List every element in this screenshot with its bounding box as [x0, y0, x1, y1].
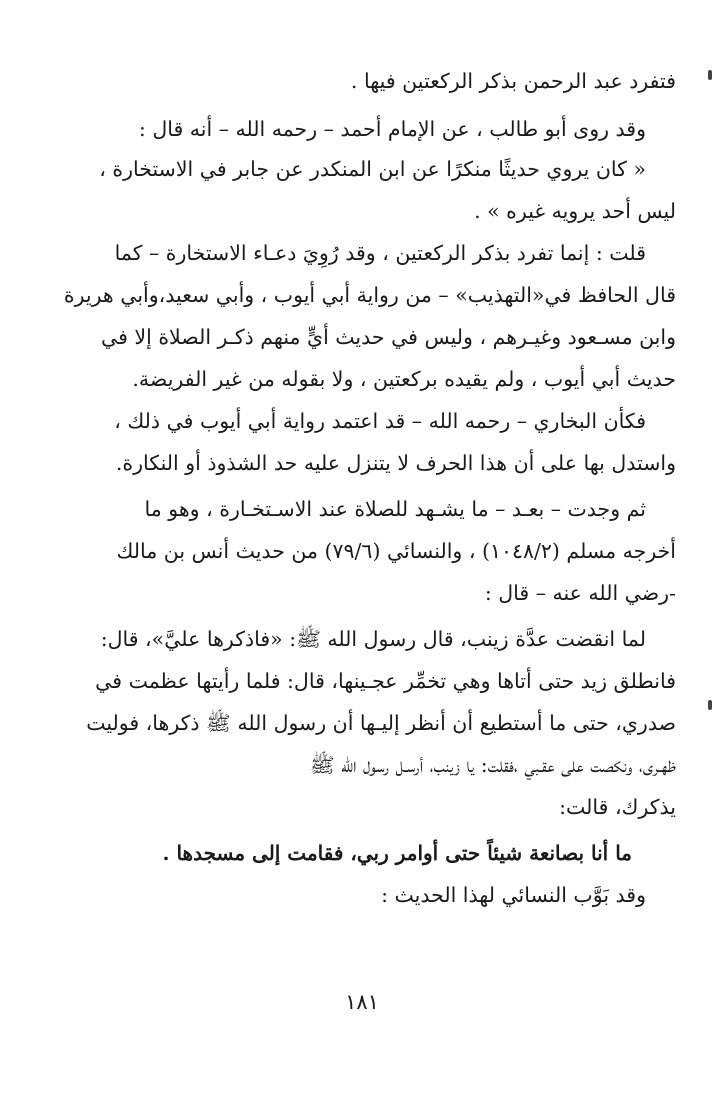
text-line-6: قال الحافظ في«التهذيب» – من رواية أبي أيوب ، وأبي سعيد،وأبي هريرة: [63, 283, 676, 307]
quoted-reply-line: ما أنا بصانعة شيئاً حتى أوامر ربي، فقامت إلى مسجدها .: [162, 841, 632, 865]
page-number: ١٨١: [345, 990, 379, 1014]
text-line-10: واستدل بها على أن هذا الحرف لا يتنزل عليه حد الشذوذ أو النكارة.: [115, 451, 676, 475]
margin-mark-top: [708, 70, 712, 80]
text-line-9: فكأن البخاري – رحمه الله – قد اعتمد رواية أبي أيوب في ذلك ،: [114, 409, 646, 433]
margin-mark-middle: [708, 700, 712, 710]
text-line-7: وابن مسـعود وغيـرهم ، وليس في حديث أيٍّ منهم ذكـر الصلاة إلا في: [101, 325, 676, 349]
text-line-12: أخرجه مسلم (١٠٤٨/٢) ، والنسائي (٧٩/٦) من حديث أنس بن مالك: [116, 539, 676, 563]
text-line-18: يذكرك، قالت:: [559, 795, 676, 819]
text-line-16: صدري، حتى ما أستطيع أن أنظر إليـها أن رسول الله ﷺ ذكرها، فوليت: [86, 711, 676, 735]
text-line-3: « كان يروي حديثًا منكرًا عن ابن المنكدر عن جابر في الاستخارة ،: [99, 157, 646, 181]
text-line-14: لما انقضت عدَّة زينب، قال رسول الله ﷺ: «فاذكرها عليَّ»، قال:: [100, 627, 646, 651]
text-line-11: ثم وجدت – بعـد – ما يشـهد للصلاة عند الاسـتخـارة ، وهو ما: [144, 497, 646, 521]
text-line-1: فتفرد عبد الرحمن بذكر الركعتين فيها .: [350, 69, 676, 93]
text-line-4: ليس أحد يرويه غيره » .: [474, 199, 676, 223]
text-line-2: وقد روى أبو طالب ، عن الإمام أحمد – رحمه الله – أنه قال :: [138, 117, 646, 141]
text-line-17: ظهـرى، ونكصت على عقـبي ،فقلت: يا زينب، أرسـل رسول الله ﷺ: [309, 753, 676, 777]
text-line-13: -رضي الله عنه – قال :: [484, 581, 676, 605]
text-line-20: وقد بَوَّب النسائي لهذا الحديث :: [381, 883, 646, 907]
text-line-8: حديث أبي أيوب ، ولم يقيده بركعتين ، ولا بقوله من غير الفريضة.: [132, 367, 676, 391]
text-line-5: قلت : إنما تفرد بذكر الركعتين ، وقد رُوِيَ دعـاء الاستخارة – كما: [114, 241, 646, 265]
text-line-15: فانطلق زيد حتى أتاها وهي تخمِّر عجـينها، قال: فلما رأيتها عظمت في: [95, 669, 676, 693]
